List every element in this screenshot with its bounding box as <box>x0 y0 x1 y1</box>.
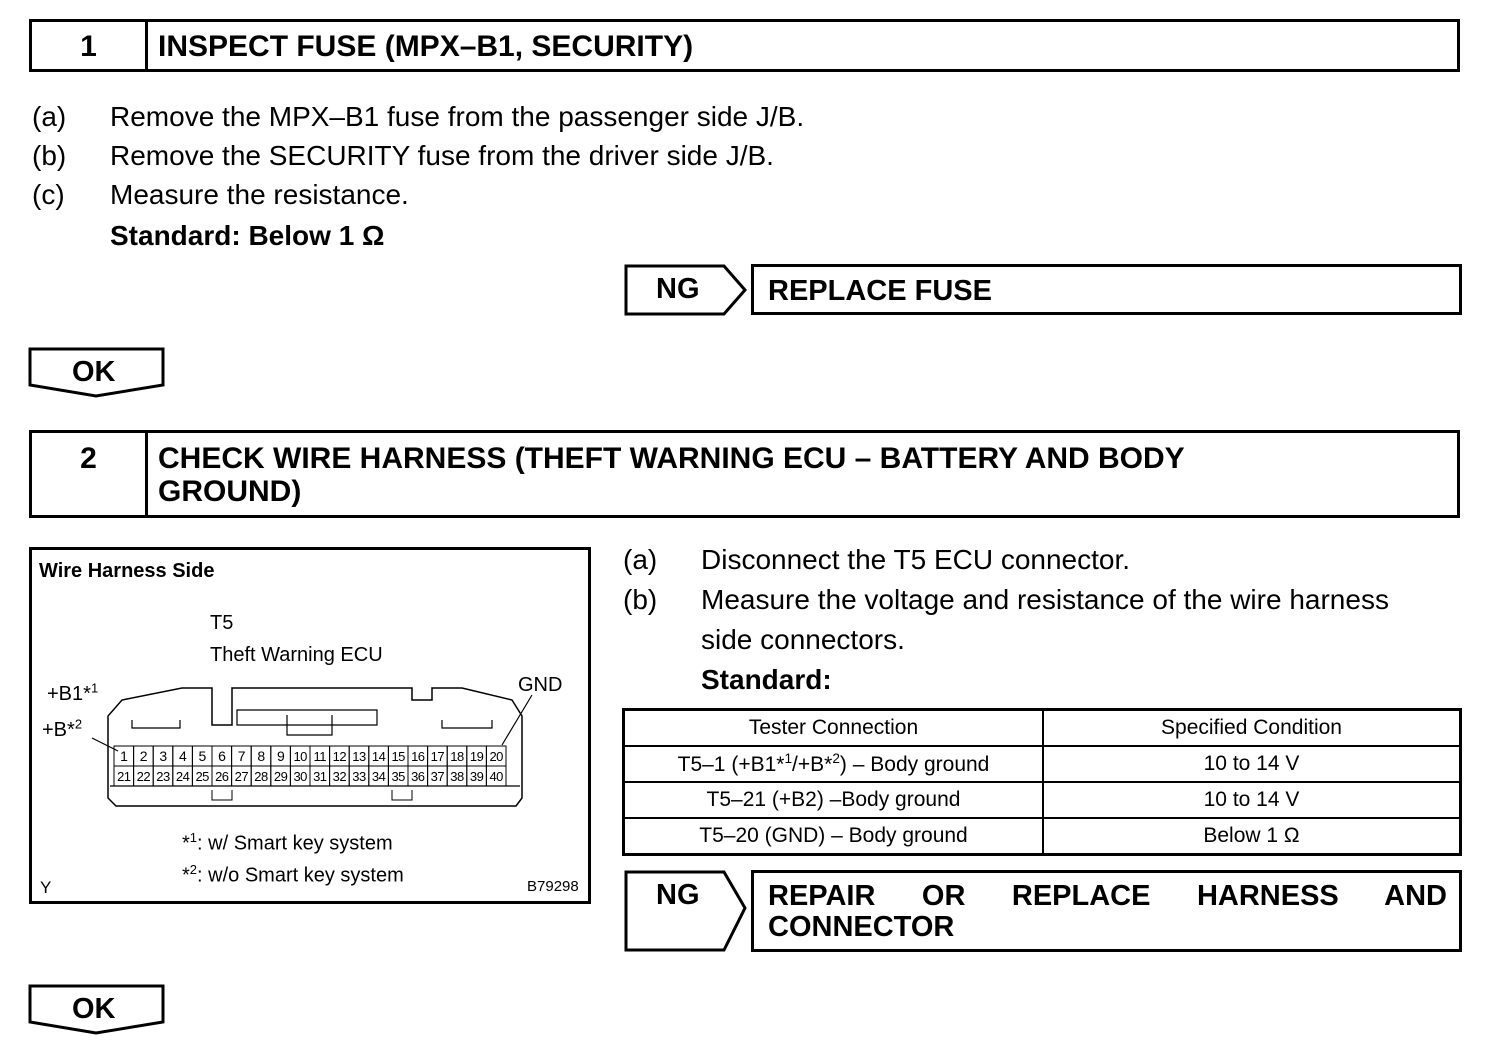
item-label: (a) <box>32 101 67 132</box>
step1-standard: Standard: Below 1 Ω <box>110 220 385 251</box>
footnote-2: *$^2$: w/o Smart key system <box>182 862 404 887</box>
pin-number: 9 <box>276 748 285 764</box>
item-label: (b) <box>32 140 67 171</box>
diagram-heading: Wire Harness Side <box>39 560 215 582</box>
pin-number: 19 <box>469 749 484 764</box>
item-text: Measure the resistance. <box>110 179 409 210</box>
ng-label: NG <box>656 879 700 911</box>
pin-number: 18 <box>450 749 464 764</box>
pin-number: 39 <box>469 769 484 784</box>
pin-number: 5 <box>198 748 206 764</box>
step-title-line2: GROUND) <box>158 475 302 508</box>
item-label: (c) <box>32 179 65 210</box>
pin-number: 27 <box>234 769 249 784</box>
pin-number: 36 <box>411 769 425 784</box>
step-1-header <box>29 19 1460 72</box>
table-cell: T5–21 (+B2) –Body ground <box>624 782 1044 818</box>
step-number: 2 <box>32 433 148 515</box>
step-number: 1 <box>32 22 148 69</box>
table-cell: T5–20 (GND) – Body ground <box>624 818 1044 855</box>
pin-number: 21 <box>117 769 131 784</box>
pin-number: 30 <box>293 769 307 784</box>
pin-number: 40 <box>489 769 503 784</box>
pin-number: 3 <box>159 748 167 764</box>
step-title-line1: CHECK WIRE HARNESS (THEFT WARNING ECU – BATTERY AND BODY <box>158 442 1185 475</box>
pin-number: 32 <box>332 769 347 784</box>
item-text: Remove the MPX–B1 fuse from the passenger side J/B. <box>110 101 805 132</box>
pin-number: 2 <box>139 748 148 764</box>
step-2-header <box>29 430 1460 518</box>
pin-number: 6 <box>218 748 226 764</box>
pin-number: 10 <box>293 749 307 764</box>
connector-diagram <box>29 547 591 904</box>
connector-id: T5 <box>210 612 234 634</box>
pin-number: 23 <box>156 769 170 784</box>
item-label: (a) <box>623 544 658 575</box>
step-title <box>158 442 1447 508</box>
spec-table <box>622 708 1462 856</box>
pin-number: 15 <box>391 749 405 764</box>
pin-number: 29 <box>273 769 288 784</box>
table-cell: 10 to 14 V <box>1043 782 1461 818</box>
pin-label-gnd: GND <box>518 674 563 696</box>
item-text: Remove the SECURITY fuse from the driver side J/B. <box>110 140 774 171</box>
ng-action-line1: REPAIR OR REPLACE HARNESS AND <box>768 880 1447 912</box>
pin-number: 22 <box>136 769 151 784</box>
figure-id: B79298 <box>527 878 579 895</box>
table-row <box>624 782 1461 818</box>
ok-label: OK <box>72 356 116 388</box>
ok-label: OK <box>72 993 116 1025</box>
table-cell: Below 1 Ω <box>1043 818 1461 855</box>
item-text: Disconnect the T5 ECU connector. <box>701 544 1131 575</box>
pin-number: 1 <box>120 748 128 764</box>
table-cell: T5–1 (+B1*$^1$/+B*$^2$) – Body ground <box>624 746 1044 782</box>
table-header: Specified Condition <box>1043 710 1461 747</box>
pin-number: 31 <box>313 769 327 784</box>
step2-item-b-cont: side connectors. <box>701 624 905 655</box>
ng-action-box <box>751 870 1462 952</box>
item-text: Measure the voltage and resistance of the wire harness <box>701 584 1389 615</box>
pin-number: 35 <box>391 769 405 784</box>
pin-number: 26 <box>215 769 229 784</box>
pin-number: 25 <box>195 769 209 784</box>
ecu-name: Theft Warning ECU <box>210 644 383 666</box>
ng-label: NG <box>656 273 700 305</box>
ng-action-line2: CONNECTOR <box>768 911 955 943</box>
table-header: Tester Connection <box>624 710 1044 747</box>
pin-number: 20 <box>489 749 503 764</box>
table-header-row <box>624 710 1461 747</box>
pin-number: 17 <box>430 749 445 764</box>
step-title: INSPECT FUSE (MPX–B1, SECURITY) <box>158 30 694 63</box>
ng-action: REPLACE FUSE <box>768 275 992 307</box>
ng-action-box <box>751 264 1462 315</box>
step2-standard: Standard: <box>701 664 832 695</box>
pin-number: 33 <box>352 769 366 784</box>
pin-number: 34 <box>371 769 386 784</box>
pin-number: 8 <box>257 748 265 764</box>
pin-number: 38 <box>450 769 464 784</box>
pin-number: 7 <box>237 748 246 764</box>
pin-number: 24 <box>175 769 190 784</box>
pin-number: 13 <box>352 749 366 764</box>
pin-label-b1: +B1*$^1$ <box>47 680 99 705</box>
item-label: (b) <box>623 584 658 615</box>
pin-number: 14 <box>371 749 386 764</box>
corner-mark: Y <box>40 878 52 897</box>
pin-number: 11 <box>313 749 327 764</box>
pin-number: 4 <box>178 748 187 764</box>
pin-number: 12 <box>332 749 347 764</box>
table-row <box>624 818 1461 855</box>
table-row <box>624 746 1461 782</box>
pin-number: 16 <box>411 749 425 764</box>
table-cell: 10 to 14 V <box>1043 746 1461 782</box>
pin-number: 37 <box>430 769 445 784</box>
pin-label-b: +B*$^2$ <box>42 716 83 741</box>
footnote-1: *$^1$: w/ Smart key system <box>182 830 393 855</box>
pin-number: 28 <box>254 769 268 784</box>
